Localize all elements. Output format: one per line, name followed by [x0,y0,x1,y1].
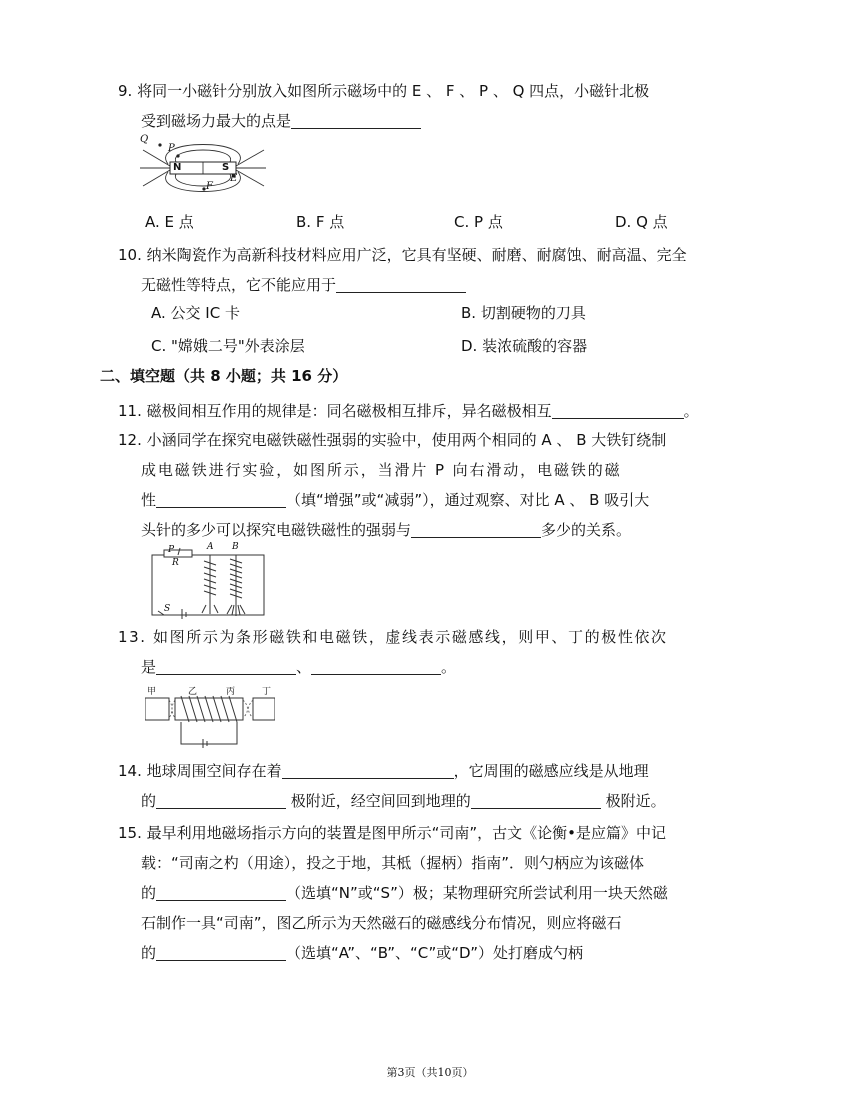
q13-line1: 13. 如图所示为条形磁铁和电磁铁，虚线表示磁感线，则甲、丁的极性依次 [118,628,668,646]
fig9-label-e: E [230,173,238,184]
fig13-label-yi: 乙 [188,687,198,697]
q14-line2a: 的 [141,792,157,810]
question-10 [118,240,768,300]
q14-line2c: 极附近。 [600,792,666,810]
q15-line5b: （选填“A”、“B”、“C”或“D”）处打磨成勺柄 [286,944,583,962]
q9-line2: 受到磁场力最大的点是 [141,112,292,130]
q14-blank-2[interactable] [156,790,286,809]
question-14 [118,756,768,816]
page-footer: 第3页（共10页） [386,1066,474,1079]
q14-blank-3[interactable] [471,790,601,809]
q15-blank-1[interactable] [156,882,286,901]
fig13-label-ding: 丁 [262,687,272,697]
fig13-label-jia: 甲 [147,687,157,697]
q10-option-c[interactable]: C. "嫦娥二号"外表涂层 [151,337,305,355]
q10-line1: 10. 纳米陶瓷作为高新科技材料应用广泛，它具有坚硬、耐磨、耐腐蚀、耐高温、完全 [118,246,687,264]
q10-option-a[interactable]: A. 公交 IC 卡 [151,304,240,322]
q15-line5a: 的 [141,944,157,962]
fig9-label-f: F [206,181,213,192]
q9-answer-blank[interactable] [291,110,421,129]
q9-option-b[interactable]: B. F 点 [296,213,345,231]
q11-text: 11. 磁极间相互作用的规律是：同名磁极相互排斥，异名磁极相互 [118,402,552,420]
q13-blank-1[interactable] [156,656,296,675]
magnet-solenoid-figure [145,686,275,748]
bar-magnet-field-figure [138,136,268,200]
q15-line3b: （选填“N”或“S”）极；某物理研究所尝试利用一块天然磁 [286,884,668,902]
q10-option-d[interactable]: D. 装浓硫酸的容器 [461,337,588,355]
q15-blank-2[interactable] [156,942,286,961]
fig9-label-n: N [173,162,182,173]
q9-option-d[interactable]: D. Q 点 [615,213,668,231]
fig12-label-b: B [232,542,239,552]
fig13-label-bing: 丙 [226,687,236,697]
electromagnet-circuit-figure [140,545,270,620]
q14-line1b: ，它周围的磁感应线是从地理 [453,762,649,780]
fig12-label-s: S [164,604,171,614]
q10-answer-blank[interactable] [336,274,466,293]
q9-option-a[interactable]: A. E 点 [145,213,194,231]
q12-line3b: （填“增强”或“减弱”），通过观察、对比 A 、 B 吸引大 [286,491,650,509]
q9-line1: 9. 将同一小磁针分别放入如图所示磁场中的 E 、 F 、 P 、 Q 四点，小磁针北极 [118,82,650,100]
question-12 [118,425,768,545]
q15-line3a: 的 [141,884,157,902]
question-11 [118,396,768,426]
q9-option-c[interactable]: C. P 点 [454,213,503,231]
q12-line4a: 头针的多少可以探究电磁铁磁性的强弱与 [141,521,412,539]
q12-line2: 成电磁铁进行实验，如图所示，当滑片 P 向右滑动，电磁铁的磁 [141,461,622,479]
q10-option-b[interactable]: B. 切割硬物的刀具 [461,304,586,322]
q13-line2a: 是 [141,658,157,676]
q15-line1: 15. 最早利用地磁场指示方向的装置是图甲所示“司南”，古文《论衡•是应篇》中记 [118,824,667,842]
q13-sep: 、 [296,658,312,676]
q15-line4: 石制作一具“司南”，图乙所示为天然磁石的磁感线分布情况，则应将磁石 [141,914,622,932]
fig9-label-p: P [168,143,175,154]
section-heading: 二、填空题（共 8 小题；共 16 分） [100,367,348,385]
q11-end: 。 [683,402,699,420]
q12-blank-1[interactable] [156,489,286,508]
fig12-label-r: R [172,558,179,568]
q13-blank-2[interactable] [311,656,441,675]
question-9 [118,76,768,136]
q12-blank-2[interactable] [411,519,541,538]
q12-line1: 12. 小涵同学在探究电磁铁磁性强弱的实验中，使用两个相同的 A 、 B 大铁钉绕制 [118,431,667,449]
q12-line3a: 性 [141,491,157,509]
q14-line1a: 14. 地球周围空间存在着 [118,762,282,780]
q11-answer-blank[interactable] [552,400,684,419]
q13-end: 。 [441,658,457,676]
fig12-label-a: A [207,542,214,552]
question-15 [118,818,768,968]
q14-blank-1[interactable] [282,760,454,779]
q10-line2: 无磁性等特点，它不能应用于 [141,276,337,294]
question-13 [118,622,768,682]
q15-line2: 载：“司南之杓（用途），投之于地，其柢（握柄）指南”．则勺柄应为该磁体 [141,854,645,872]
fig9-label-s: S [222,162,230,173]
fig9-label-q: Q [140,134,149,145]
q14-line2b: 极附近，经空间回到地理的 [286,792,471,810]
q12-line4b: 多少的关系。 [541,521,632,539]
fig12-label-p: P [168,545,175,555]
